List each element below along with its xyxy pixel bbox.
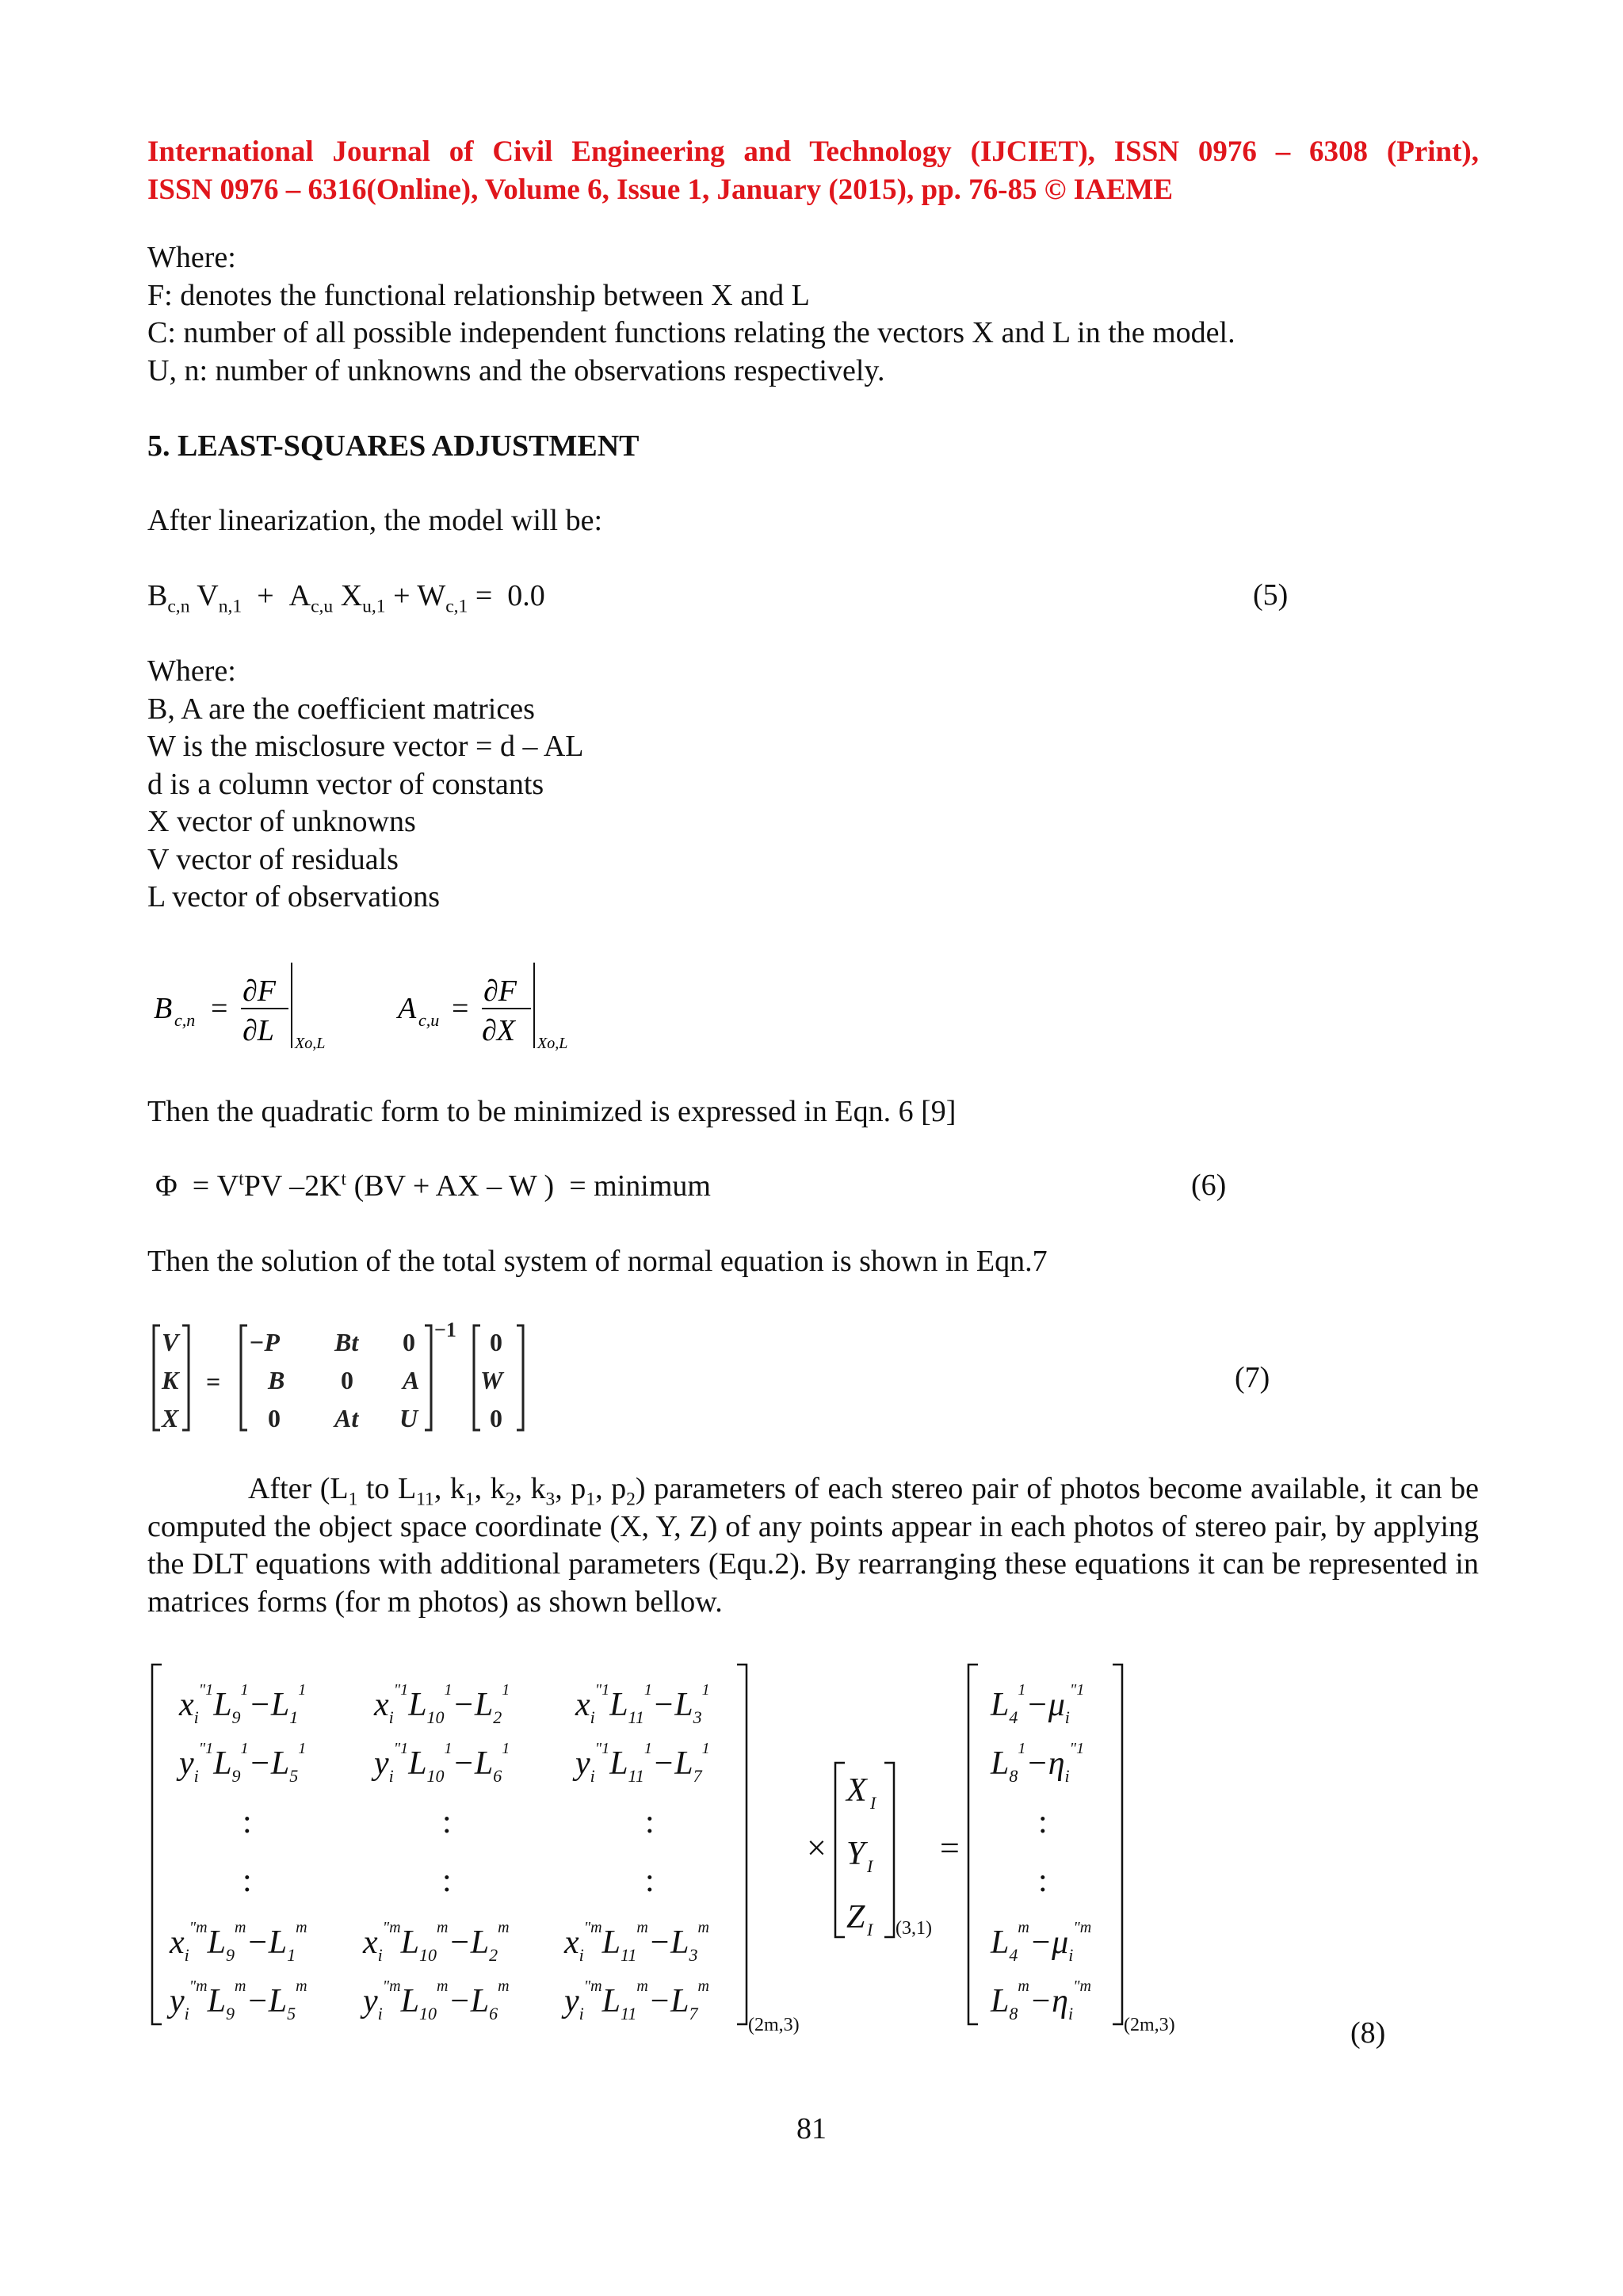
svg-text::: :	[242, 1804, 252, 1840]
section-heading: 5. LEAST-SQUARES ADJUSTMENT	[147, 429, 640, 463]
partial-derivatives	[147, 955, 623, 1058]
where-line: C: number of all possible independent functions relating the vectors X and L in the model.	[147, 316, 1235, 349]
rhs-w: W	[480, 1366, 503, 1394]
where-block-1	[147, 239, 1479, 390]
m-13: 0	[403, 1328, 415, 1356]
a-dimension: (2m,3)	[748, 2015, 800, 2035]
where-line: B, A are the coefficient matrices	[147, 692, 535, 726]
svg-text::: :	[1038, 1863, 1048, 1899]
unknown-x: X	[846, 1772, 867, 1809]
svg-text:xi"mL10m−L2m: $x_i^{"m}L_{10}^m-L_2^m$	[363, 1919, 510, 1965]
m-33: U	[399, 1404, 418, 1432]
a-row-m-y	[166, 1978, 709, 2023]
equation-7-matrix	[151, 1319, 563, 1438]
svg-text::: :	[1038, 1804, 1048, 1840]
where-line: X vector of unknowns	[147, 805, 416, 838]
m-11: −P	[249, 1328, 280, 1356]
equation-5: $B_{c,n}$ $V_{n,1} + A_{c,u}$ $X_{u,1} + W_{c,1} = 0.0$	[147, 579, 545, 617]
rhs-0-bottom: 0	[490, 1404, 502, 1432]
intro-text: After linearization, the model will be:	[147, 504, 603, 537]
m-21: B	[268, 1366, 285, 1394]
a-denominator: ∂X	[482, 1014, 515, 1047]
a-eval-point: Xo,L	[537, 1035, 568, 1052]
svg-text::: :	[442, 1804, 452, 1840]
where-block-2	[147, 653, 1479, 917]
svg-text:xi"1L101−L21: $x_i^{"1}L_{10}^1-L_2^1$	[374, 1681, 510, 1727]
svg-text:L41−μi"1: $L_4^1-\mu_i^{"1}$	[991, 1681, 1085, 1727]
svg-text:=: =	[940, 1829, 960, 1867]
svg-text:xi"1L91−L11: $x_i^{"1}L_9^1-L_1^1$	[179, 1681, 307, 1727]
equation-6-number: (6)	[1191, 1169, 1227, 1202]
inverse-exponent: −1	[434, 1319, 456, 1341]
equation-8-number: (8)	[1350, 2016, 1386, 2050]
svg-text:L4m−μi"m: $L_4^m-\mu_i^{"m}$	[991, 1919, 1092, 1965]
unknown-z: Z	[846, 1899, 865, 1936]
svg-text:yi"mL9m−L5m: $y_i^{"m}L_9^m-L_5^m$	[170, 1978, 307, 2023]
b-eval-point: Xo,L	[295, 1035, 326, 1052]
unknown-y: Y	[846, 1836, 865, 1872]
m-31: 0	[268, 1404, 281, 1432]
unknown-y-sub: I	[867, 1856, 873, 1876]
b-dimension: (2m,3)	[1124, 2015, 1175, 2035]
svg-text::: :	[242, 1863, 252, 1899]
a-symbol: A	[398, 992, 417, 1025]
where-line: U, n: number of unknowns and the observations respectively.	[147, 353, 885, 387]
a-row-1	[178, 1681, 710, 1727]
lhs-k: K	[162, 1366, 179, 1394]
b-numerator: ∂F	[242, 974, 276, 1008]
x-dimension: (3,1)	[896, 1918, 932, 1939]
equation-8-matrix	[147, 1660, 1415, 2040]
a-row-2	[176, 1740, 710, 1786]
b-denominator: ∂L	[242, 1014, 274, 1047]
svg-text:yi"1L101−L61: $y_i^{"1}L_{10}^1-L_6^1$	[374, 1740, 510, 1786]
svg-text::: :	[442, 1863, 452, 1899]
equation-5-number: (5)	[1253, 578, 1289, 612]
svg-text:xi"mL9m−L1m: $x_i^{"m}L_9^m-L_1^m$	[170, 1919, 307, 1965]
svg-text:=: =	[211, 992, 228, 1025]
header-line-2: ISSN 0976 – 6316(Online), Volume 6, Issue 1, January (2015), pp. 76-85 © IAEME	[147, 174, 1174, 206]
svg-text:xi"1L111−L31: $x_i^{"1}L_{11}^1-L_3^1$	[575, 1681, 710, 1727]
m-22: 0	[341, 1366, 353, 1394]
m-23: A	[403, 1366, 420, 1394]
solution-intro: Then the solution of the total system of normal equation is shown in Eqn.7	[147, 1245, 1048, 1278]
svg-text:yi"mL10m−L6m: $y_i^{"m}L_{10}^m-L_6^m$	[363, 1978, 510, 2023]
svg-text:=: =	[452, 992, 469, 1025]
header-line-1: International Journal of Civil Engineering and Technology (IJCIET), ISSN 0976 – 6308 (Print),	[147, 135, 1479, 168]
b-symbol: B	[154, 992, 173, 1025]
svg-text:L81−ηi"1: $L_8^1-\eta_i^{"1}$	[991, 1740, 1085, 1786]
body-paragraph: After ($L_1$ to $L_{11}$, $k_1$, $k_2$, $k_3$, $p_1$, $p_2$) parameters of each stereo pair of photos become available, it can be computed the object space coordinate (X, Y, Z) of any points appear in each photos of stereo pair, by applying the DLT equations with additional parameters (Equ.2). By rearranging these equations it can be represented in matrices forms (for m photos) as shown bellow.	[147, 1472, 1480, 1619]
quadratic-intro: Then the quadratic form to be minimized is expressed in Eqn. 6 [9]	[147, 1095, 957, 1128]
lhs-x: X	[162, 1404, 179, 1432]
where-title: Where:	[147, 241, 236, 274]
where-line: F: denotes the functional relationship between X and L	[147, 278, 810, 312]
b-vector	[990, 1681, 1091, 2023]
equation-6: $\Phi = V^tPV$ $-2K^t$ (BV + AX – W ) = minimum	[155, 1169, 711, 1203]
a-numerator: ∂F	[483, 974, 517, 1008]
where-line: d is a column vector of constants	[147, 767, 544, 801]
m-32: At	[334, 1404, 359, 1432]
svg-text:yi"mL11m−L7m: $y_i^{"m}L_{11}^m-L_7^m$	[564, 1978, 709, 2023]
page-number: 81	[796, 2112, 827, 2145]
a-subscript: c,u	[418, 1010, 440, 1030]
svg-text:yi"1L91−L51: $y_i^{"1}L_9^1-L_5^1$	[179, 1740, 307, 1786]
where-line: V vector of residuals	[147, 842, 399, 876]
equation-7-number: (7)	[1235, 1361, 1270, 1394]
b-subscript: c,n	[174, 1010, 196, 1030]
where-line: W is the misclosure vector = d – AL	[147, 730, 584, 763]
rhs-0-top: 0	[490, 1328, 502, 1356]
svg-text::: :	[645, 1804, 655, 1840]
svg-text:=: =	[206, 1367, 221, 1396]
svg-text:xi"mL11m−L3m: $x_i^{"m}L_{11}^m-L_3^m$	[564, 1919, 709, 1965]
journal-header	[147, 133, 1479, 209]
unknown-z-sub: I	[867, 1920, 873, 1939]
svg-text:yi"1L111−L71: $y_i^{"1}L_{11}^1-L_7^1$	[575, 1740, 710, 1786]
m-12: Bt	[334, 1328, 359, 1356]
lhs-v: V	[162, 1328, 179, 1356]
svg-text:L8m−ηi"m: $L_8^m-\eta_i^{"m}$	[991, 1978, 1091, 2023]
where-line: L vector of observations	[147, 880, 440, 913]
a-row-m-x	[169, 1919, 709, 1965]
svg-text::: :	[645, 1863, 655, 1899]
where-title: Where:	[147, 654, 236, 688]
unknown-x-sub: I	[870, 1793, 876, 1813]
svg-text:×: ×	[807, 1829, 827, 1867]
